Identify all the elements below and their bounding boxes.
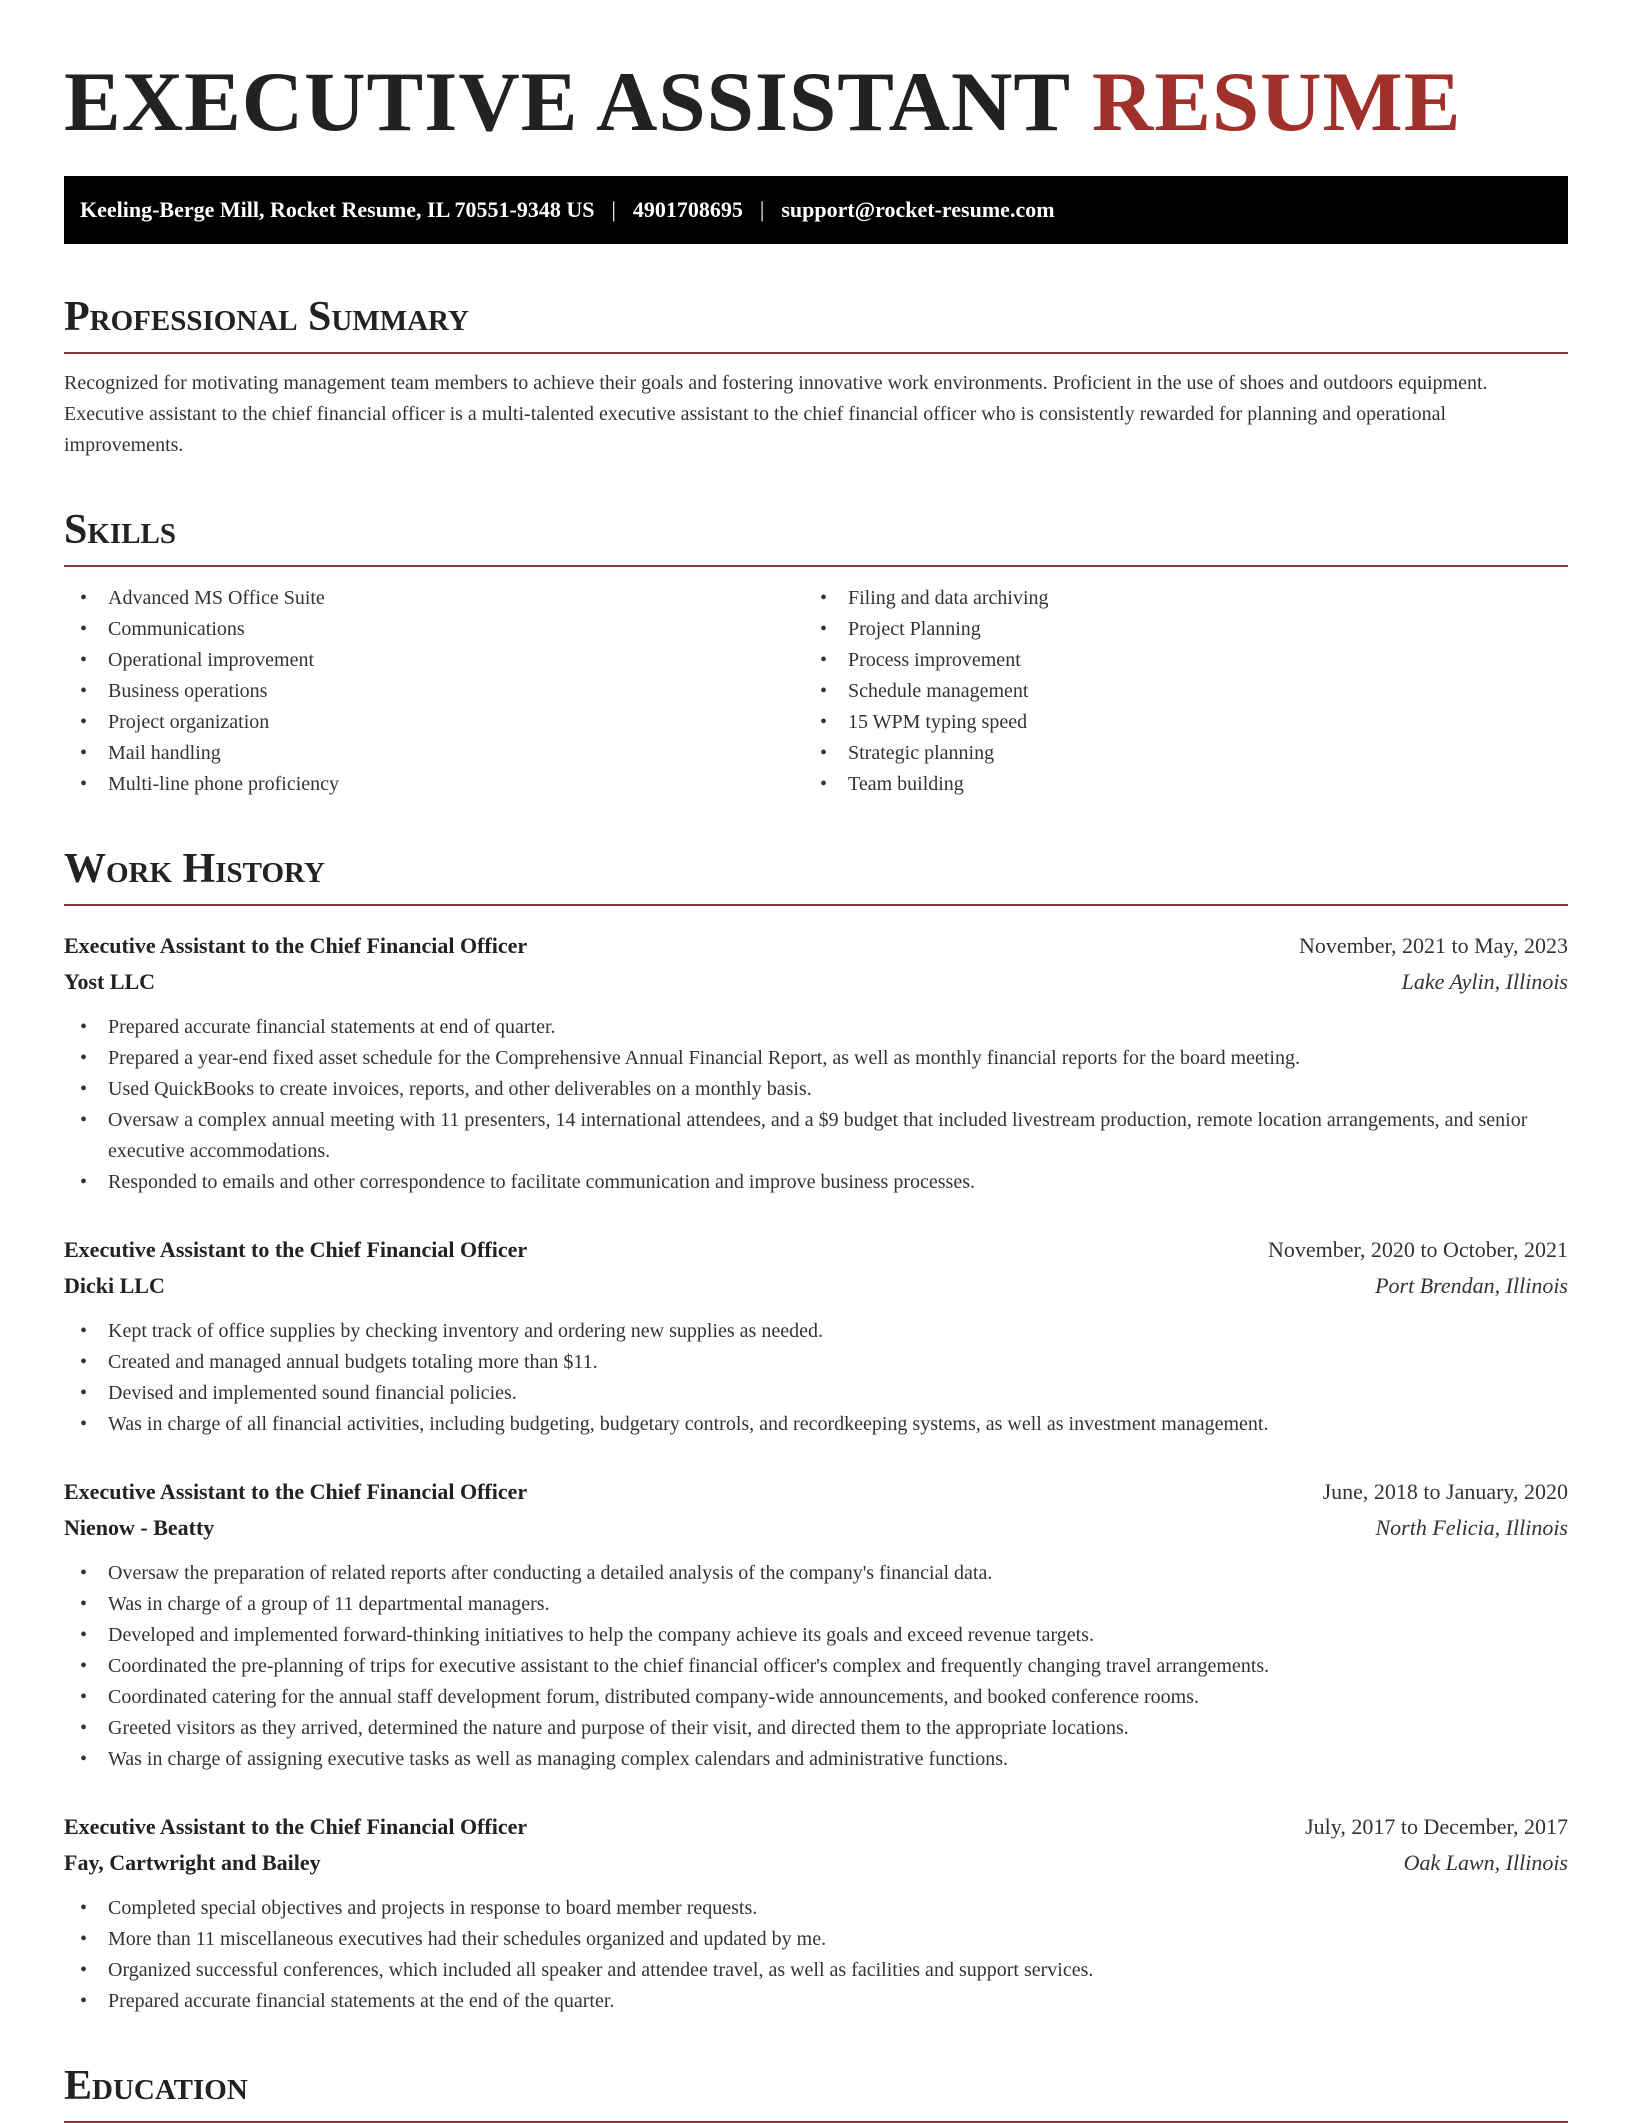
job-bullet: • Completed special objectives and projects in response to board member requests. [64,1893,1568,1924]
education-heading: Education [64,2061,1568,2123]
job-entry [64,1809,1568,2017]
summary-text: Recognized for motivating management team members to achieve their goals and fostering innovative work environments. Proficient in the use of shoes and outdoors equipment. Executive assistant to the chief financial officer is a multi-talented executive assistant to the chief financial officer who is consistently rewarded for planning and operational improvements. [64,372,1488,456]
education-section [64,2061,1568,2123]
job-location: Oak Lawn, Illinois [1403,1850,1568,1875]
skill-item: • Operational improvement [64,645,804,676]
contact-email[interactable]: support@rocket-resume.com [781,197,1055,222]
job-location: Port Brendan, Illinois [1375,1273,1568,1298]
job-bullet: • Was in charge of assigning executive tasks as well as managing complex calendars and administrative functions. [64,1744,1568,1775]
skill-item: • Communications [64,614,804,645]
job-bullets [64,1893,1568,2017]
job-title: Executive Assistant to the Chief Financial Officer [64,1479,528,1504]
job-title: Executive Assistant to the Chief Financial Officer [64,1237,528,1262]
job-bullet: • Was in charge of a group of 11 departmental managers. [64,1589,1568,1620]
job-bullet: • More than 11 miscellaneous executives had their schedules organized and updated by me. [64,1924,1568,1955]
job-bullet: • Developed and implemented forward-thinking initiatives to help the company achieve its goals and exceed revenue targets. [64,1620,1568,1651]
job-dates: June, 2018 to January, 2020 [1322,1479,1568,1504]
job-dates: November, 2021 to May, 2023 [1299,933,1568,958]
job-entry [64,1232,1568,1440]
skill-item: • Mail handling [64,738,804,769]
summary-section [64,292,1568,461]
job-entry [64,1474,1568,1775]
job-bullet: • Coordinated the pre-planning of trips for executive assistant to the chief financial officer's complex and frequently changing travel arrangements. [64,1651,1568,1682]
skills-heading: Skills [64,505,1568,567]
work-history-section [64,844,1568,2017]
job-dates: November, 2020 to October, 2021 [1267,1237,1568,1262]
skill-item: • Filing and data archiving [804,583,1544,614]
skills-column-left [64,583,804,800]
job-company-row [64,1845,1568,1881]
job-bullet: • Oversaw the preparation of related reports after conducting a detailed analysis of the company's financial data. [64,1558,1568,1589]
job-bullet: • Organized successful conferences, which included all speaker and attendee travel, as well as facilities and support services. [64,1955,1568,1986]
skills-section [64,505,1568,800]
job-bullet: • Oversaw a complex annual meeting with 11 presenters, 14 international attendees, and a $9 budget that included livestream production, remote location arrangements, and senior executive accommodations. [64,1105,1568,1167]
job-dates: July, 2017 to December, 2017 [1305,1814,1568,1839]
job-header-row [64,928,1568,964]
job-bullet: • Prepared accurate financial statements at end of quarter. [64,1012,1568,1043]
job-title: Executive Assistant to the Chief Financial Officer [64,933,528,958]
job-bullet: • Was in charge of all financial activities, including budgeting, budgetary controls, and recordkeeping systems, as well as investment management. [64,1409,1568,1440]
job-bullet: • Coordinated catering for the annual staff development forum, distributed company-wide announcements, and booked conference rooms. [64,1682,1568,1713]
skill-item: • Strategic planning [804,738,1544,769]
skills-list [64,583,1568,800]
work-history-heading: Work History [64,844,1568,906]
skill-item: • Schedule management [804,676,1544,707]
contact-separator: | [611,197,616,222]
title-accent: RESUME [1091,55,1462,149]
job-bullet: • Kept track of office supplies by checking inventory and ordering new supplies as needed. [64,1316,1568,1347]
job-company-row [64,1510,1568,1546]
job-title: Executive Assistant to the Chief Financial Officer [64,1814,528,1839]
job-company: Yost LLC [64,969,156,994]
job-header-row [64,1809,1568,1845]
contact-phone[interactable]: 4901708695 [632,197,743,222]
job-company: Fay, Cartwright and Bailey [64,1850,321,1875]
contact-bar [64,176,1568,244]
contact-address: Keeling-Berge Mill, Rocket Resume, IL 70551-9348 US [80,197,595,222]
skill-item: • Multi-line phone proficiency [64,769,804,800]
job-entry [64,928,1568,1198]
job-company-row [64,964,1568,1000]
job-company-row [64,1268,1568,1304]
job-bullet: • Prepared a year-end fixed asset schedule for the Comprehensive Annual Financial Report, as well as monthly financial reports for the board meeting. [64,1043,1568,1074]
skill-item: • Process improvement [804,645,1544,676]
job-bullet: • Prepared accurate financial statements at the end of the quarter. [64,1986,1568,2017]
job-bullet: • Used QuickBooks to create invoices, reports, and other deliverables on a monthly basis. [64,1074,1568,1105]
job-location: North Felicia, Illinois [1375,1515,1568,1540]
job-bullet: • Greeted visitors as they arrived, determined the nature and purpose of their visit, and directed them to the appropriate locations. [64,1713,1568,1744]
job-header-row [64,1232,1568,1268]
job-bullet: • Devised and implemented sound financial policies. [64,1378,1568,1409]
resume-title [64,52,1568,152]
summary-heading: Professional Summary [64,292,1568,354]
job-company: Nienow - Beatty [64,1515,215,1540]
job-bullets [64,1012,1568,1198]
skill-item: • Team building [804,769,1544,800]
job-company: Dicki LLC [64,1273,165,1298]
skill-item: • Business operations [64,676,804,707]
skills-column-right [804,583,1544,800]
skill-item: • Project Planning [804,614,1544,645]
skill-item: • Advanced MS Office Suite [64,583,804,614]
job-bullets [64,1316,1568,1440]
job-bullet: • Responded to emails and other correspondence to facilitate communication and improve business processes. [64,1167,1568,1198]
skill-item: • 15 WPM typing speed [804,707,1544,738]
title-main: EXECUTIVE ASSISTANT [64,55,1070,149]
contact-separator: | [759,197,765,222]
skill-item: • Project organization [64,707,804,738]
job-bullet: • Created and managed annual budgets totaling more than $11. [64,1347,1568,1378]
job-bullets [64,1558,1568,1775]
job-location: Lake Aylin, Illinois [1401,969,1568,994]
job-header-row [64,1474,1568,1510]
